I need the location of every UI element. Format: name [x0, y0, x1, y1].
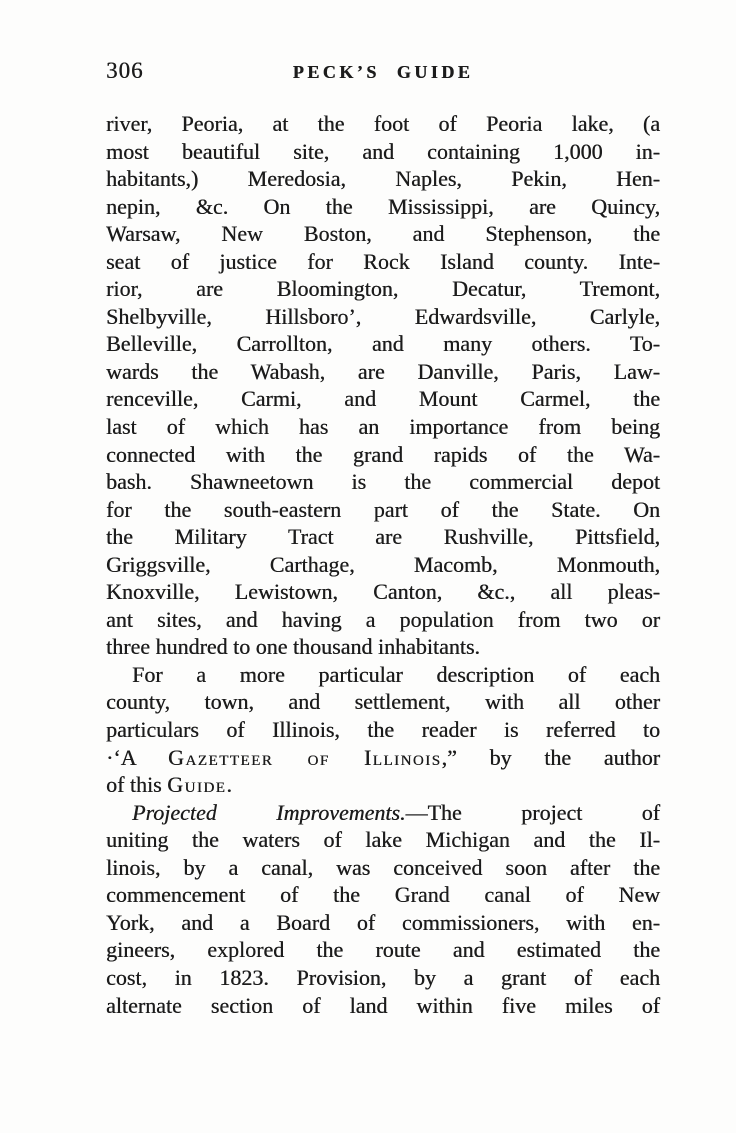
text-segment-smallcaps: Gazetteer of Illinois	[168, 744, 442, 770]
body-text	[106, 110, 660, 1019]
text-line	[106, 881, 660, 909]
text-segment: ,” by the author	[441, 744, 660, 770]
text-line	[106, 358, 660, 386]
text-segment: bash. Shawneetown is the commercial depot	[106, 469, 660, 495]
text-segment: wards the Wabash, are Danville, Paris, Law-	[106, 358, 660, 384]
page-number: 306	[106, 58, 144, 83]
text-segment: cost, in 1823. Provision, by a grant of each	[106, 964, 660, 990]
text-line	[106, 854, 660, 882]
text-segment: commencement of the Grand canal of New	[106, 882, 660, 908]
text-segment: river, Peoria, at the foot of Peoria lake, (a	[106, 111, 660, 136]
text-line	[106, 220, 660, 248]
text-line	[106, 551, 660, 579]
text-segment-smallcaps: Guide	[167, 772, 227, 798]
text-line	[106, 744, 660, 772]
text-line	[106, 964, 660, 992]
text-segment: linois, by a canal, was conceived soon after the	[106, 854, 660, 880]
text-segment: connected with the grand rapids of the Wa-	[106, 441, 660, 467]
text-line	[106, 936, 660, 964]
text-line	[106, 578, 660, 606]
text-segment: last of which has an importance from being	[106, 414, 660, 440]
text-line	[106, 661, 660, 689]
text-segment: ant sites, and having a population from two or	[106, 606, 660, 632]
text-line	[106, 523, 660, 551]
text-line	[106, 441, 660, 469]
text-segment: particulars of Illinois, the reader is referred to	[106, 717, 660, 743]
text-line	[106, 826, 660, 854]
text-segment: Belleville, Carrollton, and many others. To-	[106, 331, 660, 357]
text-segment: three hundred to one thousand inhabitants.	[106, 634, 480, 660]
text-segment: —The project of	[405, 799, 660, 825]
text-line	[106, 385, 660, 413]
text-line	[106, 909, 660, 937]
text-segment: rior, are Bloomington, Decatur, Tremont,	[106, 276, 660, 302]
text-line	[106, 633, 660, 661]
text-segment: most beautiful site, and containing 1,000 in-	[106, 138, 660, 164]
running-title: PECK’S GUIDE	[292, 62, 474, 82]
text-line	[106, 248, 660, 276]
text-segment-italic: Projected Improvements.	[132, 799, 406, 825]
text-segment: ·‘A	[106, 744, 169, 770]
text-line	[106, 165, 660, 193]
text-segment: nepin, &c. On the Mississippi, are Quincy,	[106, 193, 660, 219]
text-segment: the Military Tract are Rushville, Pittsfield,	[106, 524, 660, 550]
text-segment: seat of justice for Rock Island county. Inte-	[106, 248, 660, 274]
text-line	[106, 413, 660, 441]
text-segment: alternate section of land within five miles of	[106, 992, 660, 1018]
text-line	[106, 992, 660, 1020]
text-line	[106, 330, 660, 358]
text-segment: Griggsville, Carthage, Macomb, Monmouth,	[106, 551, 660, 577]
text-line	[106, 606, 660, 634]
text-line	[106, 799, 660, 827]
text-line	[106, 468, 660, 496]
text-segment: Knoxville, Lewistown, Canton, &c., all pleas-	[106, 579, 660, 605]
text-segment: Shelbyville, Hillsboro’, Edwardsville, Carlyle,	[106, 303, 660, 329]
text-segment: York, and a Board of commissioners, with en-	[106, 909, 660, 935]
text-segment: of this	[106, 772, 168, 798]
text-line	[106, 110, 660, 138]
text-line	[106, 771, 660, 799]
text-line	[106, 303, 660, 331]
text-segment: Warsaw, New Boston, and Stephenson, the	[106, 221, 660, 247]
text-line	[106, 688, 660, 716]
text-segment: habitants,) Meredosia, Naples, Pekin, Hen-	[106, 166, 660, 192]
text-segment: for the south-eastern part of the State. On	[106, 496, 660, 522]
text-line	[106, 716, 660, 744]
text-segment: uniting the waters of lake Michigan and the Il-	[106, 827, 660, 853]
text-line	[106, 193, 660, 221]
text-segment: county, town, and settlement, with all other	[106, 689, 660, 715]
text-line	[106, 496, 660, 524]
text-line	[106, 138, 660, 166]
text-line	[106, 275, 660, 303]
text-segment: For a more particular description of each	[132, 661, 660, 687]
text-segment: gineers, explored the route and estimated the	[106, 937, 660, 963]
text-segment: renceville, Carmi, and Mount Carmel, the	[106, 386, 660, 412]
text-segment: .	[226, 772, 232, 798]
